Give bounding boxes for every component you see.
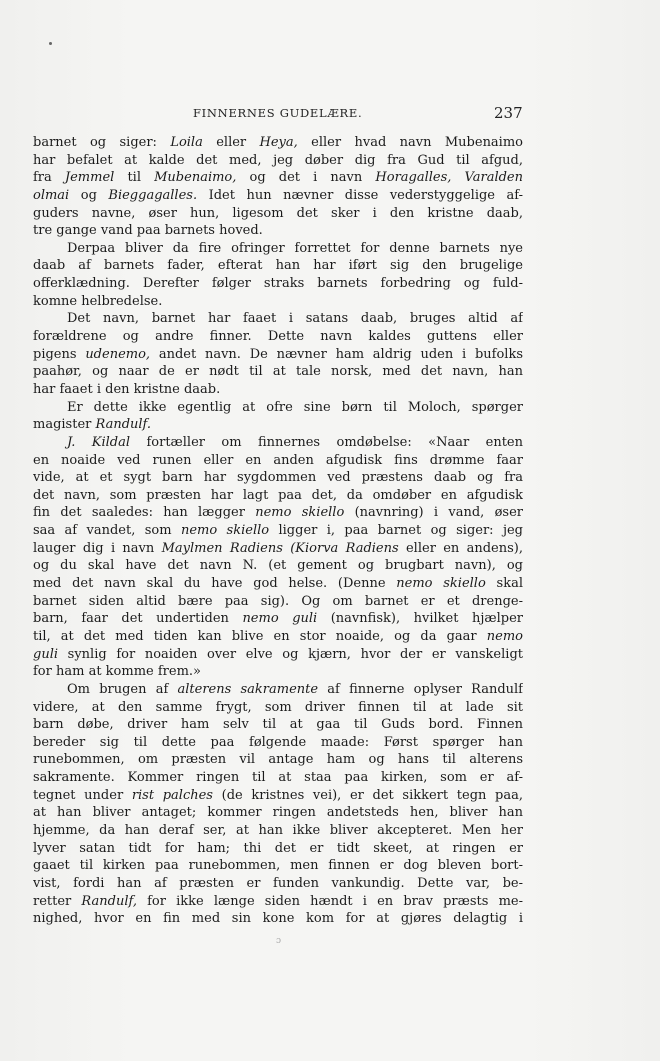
italic-segment: Mubenaimo, bbox=[154, 170, 237, 186]
text-segment: pigens bbox=[33, 346, 86, 362]
text-segment: guders navne, øser hun, ligesom det sker i den kristne daab, bbox=[33, 205, 523, 221]
text-segment: daab af barnets fader, efterat han har iført sig den brugelige bbox=[33, 258, 523, 274]
italic-segment: guli bbox=[33, 646, 59, 662]
text-segment: sakramente. Kommer ringen til at staa paa kirken, som er af- bbox=[33, 770, 523, 786]
text-segment: for ham at komme frem.» bbox=[33, 664, 201, 680]
text-segment: Om brugen af bbox=[67, 681, 178, 697]
text-segment: (navnfisk), hvilket hjælper bbox=[317, 611, 523, 627]
text-line bbox=[33, 804, 523, 822]
print-speck bbox=[49, 42, 52, 45]
italic-segment: rist palches bbox=[131, 787, 213, 803]
text-segment: komne helbredelse. bbox=[33, 293, 163, 309]
text-segment: en noaide ved runen eller en anden afgudisk fins drømme faar bbox=[33, 452, 523, 468]
text-line bbox=[33, 540, 523, 558]
text-segment: skal bbox=[485, 576, 523, 592]
text-segment: bereder sig til dette paa følgende maade: Først spørger han bbox=[33, 734, 523, 750]
text-line bbox=[33, 681, 523, 699]
text-line bbox=[33, 522, 523, 540]
text-line bbox=[33, 487, 523, 505]
italic-segment: Randulf, bbox=[81, 893, 137, 909]
text-line bbox=[33, 699, 523, 717]
text-line bbox=[33, 205, 523, 223]
text-segment: forældrene og andre finner. Dette navn kaldes guttens eller bbox=[33, 329, 523, 345]
text-line bbox=[33, 628, 523, 646]
text-segment: Er dette ikke egentlig at ofre sine børn til Moloch, spørger bbox=[67, 399, 523, 415]
italic-segment: udenemo, bbox=[85, 346, 151, 362]
text-segment: til, at det med tiden kan blive en stor noaide, og da gaar bbox=[33, 628, 487, 644]
text-line bbox=[33, 310, 523, 328]
text-segment: og bbox=[69, 187, 109, 203]
text-segment: af finnerne oplyser Randulf bbox=[318, 681, 523, 697]
text-segment: vide, at et sygt barn har sygdommen ved præstens daab og fra bbox=[33, 470, 523, 486]
text-segment: paahør, og naar de er nødt til at tale norsk, med det navn, han bbox=[33, 364, 523, 380]
text-line bbox=[33, 504, 523, 522]
running-head bbox=[0, 104, 660, 124]
text-line bbox=[33, 469, 523, 487]
text-segment: lyver satan tidt for ham; thi det er tidt skeet, at ringen er bbox=[33, 840, 523, 856]
text-line bbox=[33, 769, 523, 787]
text-segment: nighed, hvor en fin med sin kone kom for at gjøres delagtig i bbox=[33, 911, 523, 927]
text-segment: videre, at den samme frygt, som driver finnen til at lade sit bbox=[33, 699, 523, 715]
italic-segment: nemo skiello bbox=[396, 576, 486, 592]
text-line bbox=[33, 557, 523, 575]
text-segment: hjemme, da han deraf ser, at han ikke bliver akcepteret. Men her bbox=[33, 822, 523, 838]
italic-segment: J. Kildal bbox=[67, 434, 131, 450]
text-segment: fin det saaledes: han lægger bbox=[33, 505, 256, 521]
italic-segment: Horagalles, Varalden bbox=[375, 170, 523, 186]
text-segment: gaaet til kirken paa runebommen, men finnen er dog bleven bort- bbox=[33, 858, 523, 874]
text-line bbox=[33, 381, 523, 399]
text-line bbox=[33, 716, 523, 734]
italic-segment: Loila bbox=[170, 135, 203, 150]
text-segment: Derpaa bliver da fire ofringer forrettet for denne barnets nye bbox=[67, 240, 523, 256]
text-line bbox=[33, 822, 523, 840]
text-segment: for ikke længe siden hændt i en brav præsts me- bbox=[136, 893, 523, 909]
text-line bbox=[33, 452, 523, 470]
text-segment: tre gange vand paa barnets hoved. bbox=[33, 223, 263, 239]
body-text bbox=[33, 134, 523, 928]
italic-segment: nemo guli bbox=[242, 611, 318, 627]
text-segment: har faaet i den kristne daab. bbox=[33, 381, 221, 397]
italic-segment: nemo skiello bbox=[180, 523, 270, 539]
text-segment: barn døbe, driver ham selv til at gaa til Guds bord. Finnen bbox=[33, 717, 523, 733]
text-line bbox=[33, 257, 523, 275]
text-line bbox=[33, 152, 523, 170]
text-line bbox=[33, 857, 523, 875]
text-segment: retter bbox=[33, 893, 82, 909]
text-segment: tegnet under bbox=[33, 787, 132, 803]
text-line bbox=[33, 346, 523, 364]
italic-segment: Jemmel bbox=[64, 170, 115, 186]
text-line bbox=[33, 187, 523, 205]
text-segment: eller hvad navn Mubenaimo bbox=[297, 135, 523, 150]
footer-mark: ɔ bbox=[276, 936, 282, 946]
text-segment: vist, fordi han af præsten er funden vankundig. Dette var, be- bbox=[33, 875, 523, 891]
text-segment: saa af vandet, som bbox=[33, 523, 181, 539]
text-line bbox=[33, 575, 523, 593]
text-line bbox=[33, 893, 523, 911]
italic-segment: olmai bbox=[33, 187, 70, 203]
text-segment: og du skal have det navn N. (et gement og brugbart navn), og bbox=[33, 558, 523, 574]
text-segment: barnet siden altid bære paa sig). Og om barnet er et drenge- bbox=[33, 593, 523, 609]
text-segment: runebommen, om præsten vil antage ham og hans til alterens bbox=[33, 752, 523, 768]
text-line bbox=[33, 222, 523, 240]
text-segment: med det navn skal du have god helse. (Denne bbox=[33, 576, 397, 592]
text-line bbox=[33, 610, 523, 628]
text-line bbox=[33, 134, 523, 152]
italic-segment: nemo skiello bbox=[255, 505, 345, 521]
text-line bbox=[33, 593, 523, 611]
running-title: FINNERNES GUDELÆRE. bbox=[193, 106, 363, 120]
text-segment: fortæller om finnernes omdøbelse: «Naar enten bbox=[130, 434, 523, 450]
text-segment: synlig for noaiden over elve og kjærn, hvor der er vanskeligt bbox=[58, 646, 523, 662]
text-line bbox=[33, 293, 523, 311]
text-line bbox=[33, 416, 523, 434]
text-line bbox=[33, 646, 523, 664]
text-line bbox=[33, 751, 523, 769]
text-line bbox=[33, 787, 523, 805]
text-line bbox=[33, 840, 523, 858]
text-segment: Det navn, barnet har faaet i satans daab, bruges altid af bbox=[67, 311, 523, 327]
text-line bbox=[33, 240, 523, 258]
italic-segment: Bieggagalles. bbox=[108, 187, 198, 203]
text-line bbox=[33, 363, 523, 381]
italic-segment: nemo bbox=[486, 628, 523, 644]
text-segment: at han bliver antaget; kommer ringen andetsteds hen, bliver han bbox=[33, 805, 523, 821]
text-segment: Idet hun nævner disse vederstyggelige af- bbox=[197, 187, 523, 203]
text-segment: andet navn. De nævner ham aldrig uden i bufolks bbox=[150, 346, 523, 362]
text-segment: offerklædning. Derefter følger straks barnets forbedring og fuld- bbox=[33, 276, 523, 292]
text-segment: barn, faar det undertiden bbox=[33, 611, 243, 627]
page-number: 237 bbox=[494, 104, 523, 122]
text-segment: har befalet at kalde det med, jeg døber dig fra Gud til afgud, bbox=[33, 152, 523, 168]
text-segment: magister bbox=[33, 417, 96, 433]
italic-segment: Heya, bbox=[259, 135, 298, 150]
text-line bbox=[33, 910, 523, 928]
italic-segment: alterens sakramente bbox=[177, 681, 319, 697]
text-segment: og det i navn bbox=[236, 170, 376, 186]
text-segment: lauger dig i navn bbox=[33, 540, 162, 556]
text-line bbox=[33, 875, 523, 893]
text-line bbox=[33, 734, 523, 752]
text-line bbox=[33, 399, 523, 417]
text-line bbox=[33, 663, 523, 681]
text-line bbox=[33, 434, 523, 452]
text-segment: barnet og siger: bbox=[33, 135, 171, 150]
text-line bbox=[33, 275, 523, 293]
text-segment: til bbox=[114, 170, 155, 186]
text-segment: (navnring) i vand, øser bbox=[344, 505, 523, 521]
italic-segment: Randulf. bbox=[95, 417, 152, 433]
text-segment: fra bbox=[33, 170, 65, 186]
italic-segment: Maylmen Radiens (Kiorva Radiens bbox=[161, 540, 399, 556]
text-line bbox=[33, 169, 523, 187]
text-segment: eller en andens), bbox=[398, 540, 523, 556]
text-segment: (de kristnes vei), er det sikkert tegn paa, bbox=[212, 787, 523, 803]
text-segment: det navn, som præsten har lagt paa det, da omdøber en afgudisk bbox=[33, 487, 523, 503]
text-segment: ligger i, paa barnet og siger: jeg bbox=[269, 523, 523, 539]
text-segment: eller bbox=[202, 135, 260, 150]
text-line bbox=[33, 328, 523, 346]
